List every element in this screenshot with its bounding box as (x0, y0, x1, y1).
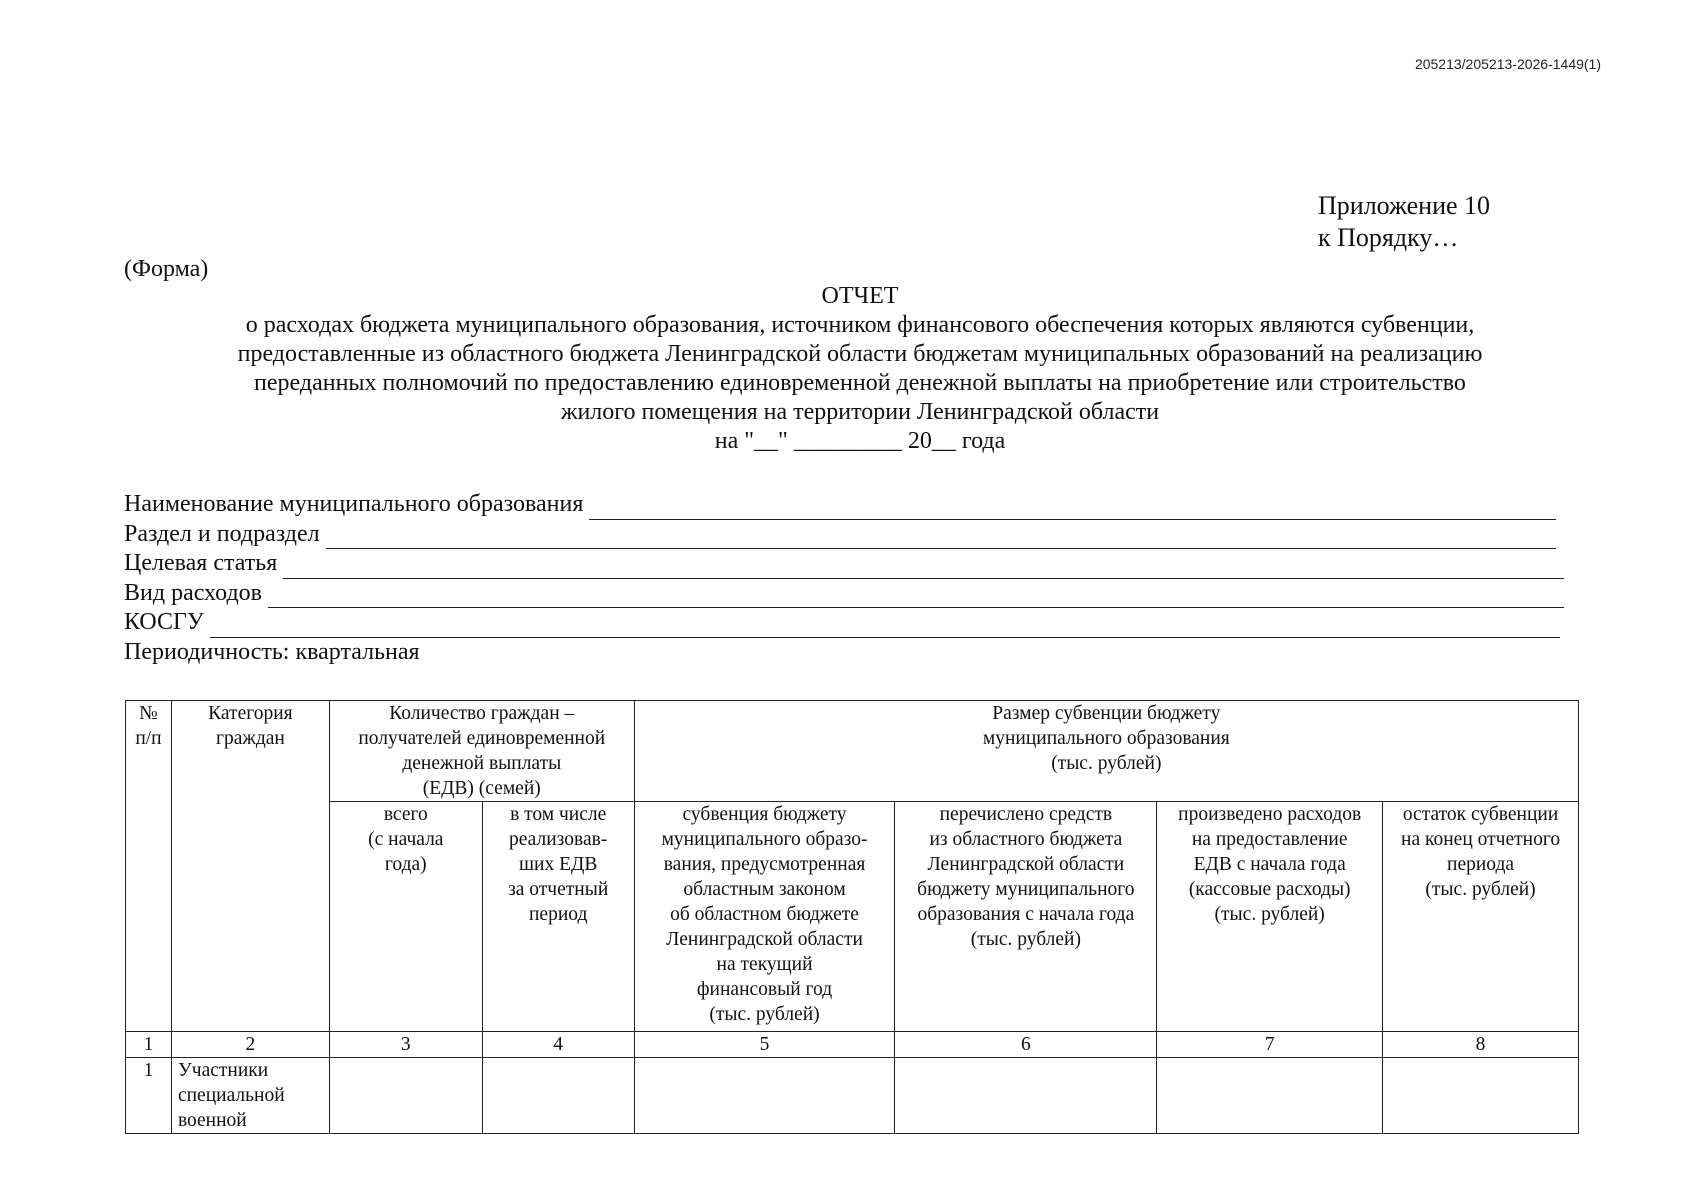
col-number: 2 (171, 1032, 329, 1058)
form-label: (Форма) (124, 256, 209, 282)
row-category: Участники специальной военной (171, 1058, 329, 1134)
field-target-item[interactable] (124, 549, 1564, 579)
cell-total[interactable] (329, 1058, 482, 1134)
report-fields (124, 490, 1564, 667)
field-label: Целевая статья (124, 550, 278, 576)
subheader-planned-subvention: субвенция бюджету муниципального образо- вания, предусмотренная областным законом об областном бюджете Ленинградской области на текущий финансовый год (тыс. рублей) (634, 802, 895, 1032)
field-label: КОСГУ (124, 609, 204, 635)
header-subvention: Размер субвенции бюджету муниципального образования (тыс. рублей) (634, 701, 1578, 802)
field-label: Наименование муниципального образования (124, 491, 584, 517)
periodicity: Периодичность: квартальная (124, 638, 420, 665)
report-title (120, 282, 1600, 456)
field-municipality[interactable] (124, 490, 1556, 520)
field-label: Вид расходов (124, 579, 262, 606)
document-id: 205213/205213-2026-1449(1) (1414, 56, 1601, 72)
field-section[interactable] (124, 520, 1556, 550)
field-underline[interactable] (268, 585, 1564, 608)
title-line-2: предоставленные из областного бюджета Ленинградской области бюджетам муниципальных образований на реализацию (237, 341, 1483, 367)
field-expense-type[interactable] (124, 579, 1564, 609)
header-category: Категория граждан (171, 701, 329, 1032)
subheader-total: всего (с начала года) (329, 802, 482, 1032)
table-row (126, 1058, 1579, 1134)
field-underline[interactable] (589, 497, 1556, 520)
col-number: 7 (1157, 1032, 1383, 1058)
cell-balance[interactable] (1383, 1058, 1579, 1134)
subheader-row (126, 802, 1579, 1032)
row-number: 1 (126, 1058, 172, 1134)
title-line-3: переданных полномочий по предоставлению единовременной денежной выплаты на приобретение или строительство (254, 370, 1466, 396)
subheader-realized: в том числе реализовав- ших ЕДВ за отчетный период (482, 802, 634, 1032)
title-heading: ОТЧЕТ (821, 283, 899, 309)
title-date-line: на "__" _________ 20__ года (714, 428, 1006, 454)
cell-realized[interactable] (482, 1058, 634, 1134)
appendix-note (1318, 190, 1490, 254)
appendix-line-2: к Порядку… (1318, 223, 1459, 252)
col-number: 8 (1383, 1032, 1579, 1058)
col-number: 3 (329, 1032, 482, 1058)
col-number: 6 (895, 1032, 1157, 1058)
subheader-balance: остаток субвенции на конец отчетного периода (тыс. рублей) (1383, 802, 1579, 1032)
header-row (126, 701, 1579, 802)
cell-expenses[interactable] (1157, 1058, 1383, 1134)
col-number: 4 (482, 1032, 634, 1058)
appendix-line-1: Приложение 10 (1318, 191, 1491, 220)
column-number-row (126, 1032, 1579, 1058)
report-table (125, 700, 1579, 1134)
field-kosgu[interactable] (124, 608, 1560, 638)
title-line-1: о расходах бюджета муниципального образования, источником финансового обеспечения которых являются субвенции, (245, 312, 1475, 338)
field-label: Раздел и подраздел (124, 520, 320, 547)
cell-transferred[interactable] (895, 1058, 1157, 1134)
col-number: 5 (634, 1032, 895, 1058)
field-underline[interactable] (283, 556, 1564, 579)
field-underline[interactable] (210, 615, 1560, 638)
header-citizen-count: Количество граждан – получателей единовременной денежной выплаты (ЕДВ) (семей) (329, 701, 634, 802)
title-line-4: жилого помещения на территории Ленинградской области (560, 399, 1160, 425)
cell-planned-subvention[interactable] (634, 1058, 895, 1134)
col-number: 1 (126, 1032, 172, 1058)
field-underline[interactable] (326, 526, 1556, 549)
subheader-expenses: произведено расходов на предоставление ЕДВ с начала года (кассовые расходы) (тыс. рублей) (1157, 802, 1383, 1032)
subheader-transferred: перечислено средств из областного бюджета Ленинградской области бюджету муниципального образования с начала года (тыс. рублей) (895, 802, 1157, 1032)
header-num: № п/п (126, 701, 172, 1032)
